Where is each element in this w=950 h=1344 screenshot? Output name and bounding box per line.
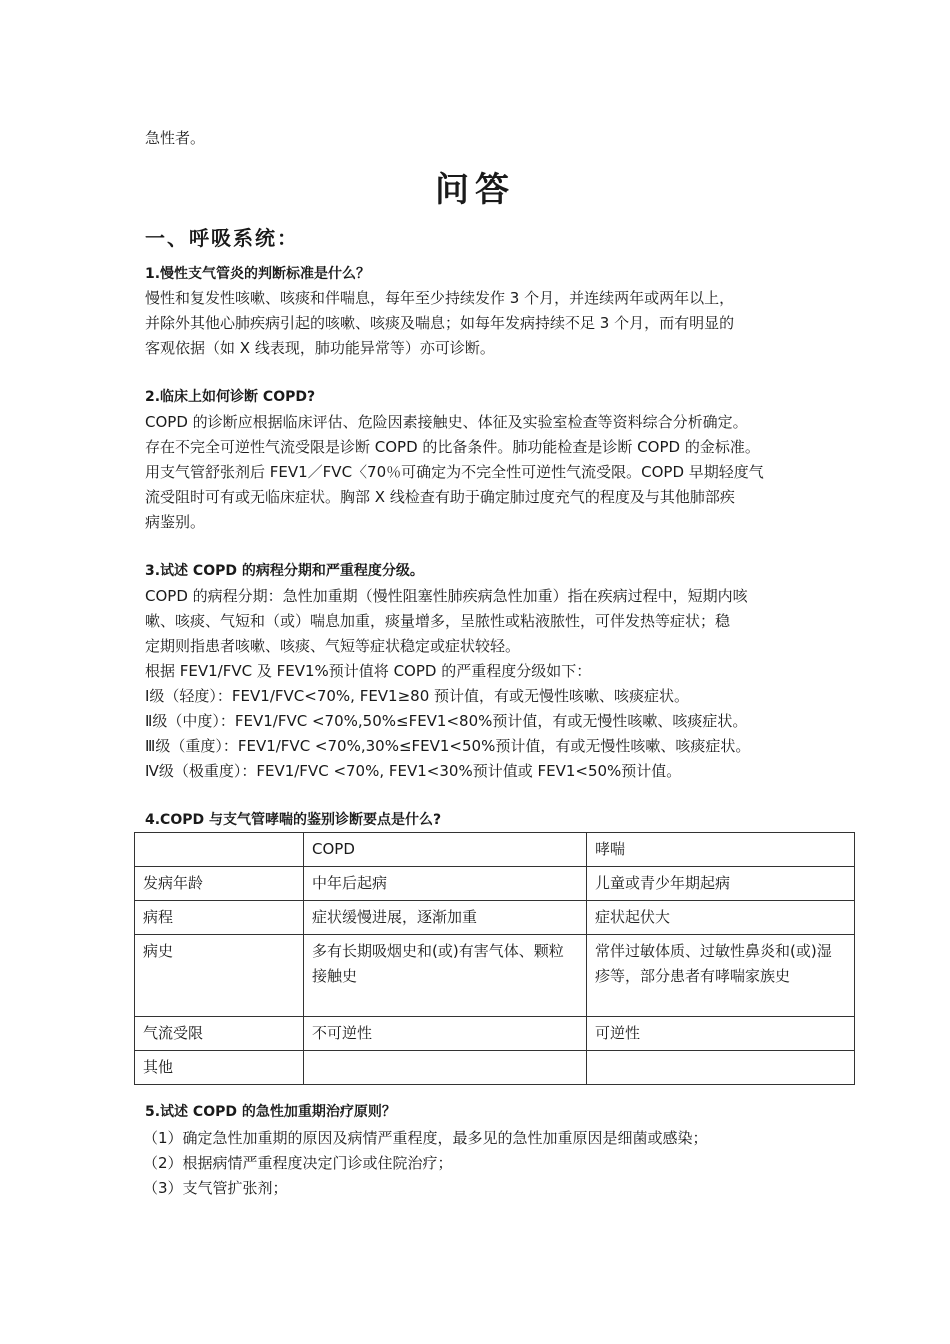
table-cell	[304, 1051, 587, 1085]
previous-page-tail: 急性者。	[145, 129, 206, 147]
table-row	[135, 935, 855, 1017]
table-row	[135, 901, 855, 935]
question-3: 3.试述 COPD 的病程分期和严重程度分级。	[145, 563, 424, 579]
answer-line: 嗽、咳痰、气短和（或）喘息加重，痰量增多，呈脓性或粘液脓性，可伴发热等症状；稳	[145, 612, 731, 630]
table-cell: 病程	[135, 901, 304, 935]
answer-line: 根据 FEV1/FVC 及 FEV1%预计值将 COPD 的严重程度分级如下：	[145, 662, 592, 680]
answer-line: （2）根据病情严重程度决定门诊或住院治疗；	[143, 1154, 453, 1172]
answer-line: 存在不完全可逆性气流受限是诊断 COPD 的比备条件。肺功能检查是诊断 COPD 的金标准。	[145, 438, 760, 456]
table-cell: 症状缓慢进展，逐渐加重	[304, 901, 587, 935]
table-header-copd: COPD	[304, 833, 587, 867]
table-cell: 儿童或青少年期起病	[587, 867, 855, 901]
table-row	[135, 1017, 855, 1051]
comparison-table	[134, 832, 855, 1085]
table-cell: 病史	[135, 935, 304, 1017]
table-cell: 不可逆性	[304, 1017, 587, 1051]
answer-line: COPD 的病程分期：急性加重期（慢性阻塞性肺疾病急性加重）指在疾病过程中，短期内咳	[145, 587, 748, 605]
question-4: 4.COPD 与支气管哮喘的鉴别诊断要点是什么?	[145, 812, 442, 828]
answer-line: 客观依据（如 X 线表现，肺功能异常等）亦可诊断。	[145, 339, 495, 357]
severity-grade-3: Ⅲ级（重度）：FEV1/FVC <70%,30%≤FEV1<50%预计值，有或无慢性咳嗽、咳痰症状。	[145, 737, 751, 755]
page-title: 问答	[435, 170, 515, 210]
answer-line: 并除外其他心肺疾病引起的咳嗽、咳痰及喘息；如每年发病持续不足 3 个月，而有明显的	[145, 314, 735, 332]
section-heading: 一、呼吸系统：	[145, 226, 299, 250]
answer-line: 流受阻时可有或无临床症状。胸部 X 线检查有助于确定肺过度充气的程度及与其他肺部疾	[145, 488, 735, 506]
table-row	[135, 1051, 855, 1085]
severity-grade-4: Ⅳ级（极重度）：FEV1/FVC <70%, FEV1<30%预计值或 FEV1<50%预计值。	[145, 762, 682, 780]
table-cell: 气流受限	[135, 1017, 304, 1051]
severity-grade-2: Ⅱ级（中度）：FEV1/FVC <70%,50%≤FEV1<80%预计值，有或无慢性咳嗽、咳痰症状。	[145, 712, 748, 730]
table-cell	[135, 833, 304, 867]
answer-line: 慢性和复发性咳嗽、咳痰和伴喘息，每年至少持续发作 3 个月，并连续两年或两年以上，	[145, 289, 735, 307]
table-cell: 多有长期吸烟史和(或)有害气体、颗粒接触史	[304, 935, 587, 1017]
question-5: 5.试述 COPD 的急性加重期治疗原则？	[145, 1104, 396, 1120]
table-cell: 发病年龄	[135, 867, 304, 901]
table-row	[135, 867, 855, 901]
answer-line: 病鉴别。	[145, 513, 206, 531]
answer-line: 定期则指患者咳嗽、咳痰、气短等症状稳定或症状较轻。	[145, 637, 521, 655]
answer-line: 用支气管舒张剂后 FEV1／FVC〈70％可确定为不完全性可逆性气流受限。COPD 早期轻度气	[145, 463, 764, 481]
table-header-row	[135, 833, 855, 867]
answer-line: （1）确定急性加重期的原因及病情严重程度，最多见的急性加重原因是细菌或感染；	[143, 1129, 708, 1147]
question-1: 1.慢性支气管炎的判断标准是什么？	[145, 266, 371, 282]
severity-grade-1: Ⅰ级（轻度）：FEV1/FVC<70%, FEV1≥80 预计值，有或无慢性咳嗽、咳痰症状。	[145, 687, 690, 705]
table-header-asthma: 哮喘	[587, 833, 855, 867]
table-cell	[587, 1051, 855, 1085]
table-cell: 中年后起病	[304, 867, 587, 901]
answer-line: （3）支气管扩张剂；	[143, 1179, 288, 1197]
table-cell: 其他	[135, 1051, 304, 1085]
question-2: 2.临床上如何诊断 COPD?	[145, 389, 316, 405]
table-cell: 可逆性	[587, 1017, 855, 1051]
table-cell: 症状起伏大	[587, 901, 855, 935]
table-cell: 常伴过敏体质、过敏性鼻炎和(或)湿疹等，部分患者有哮喘家族史	[587, 935, 855, 1017]
answer-line: COPD 的诊断应根据临床评估、危险因素接触史、体征及实验室检查等资料综合分析确定。	[145, 413, 748, 431]
